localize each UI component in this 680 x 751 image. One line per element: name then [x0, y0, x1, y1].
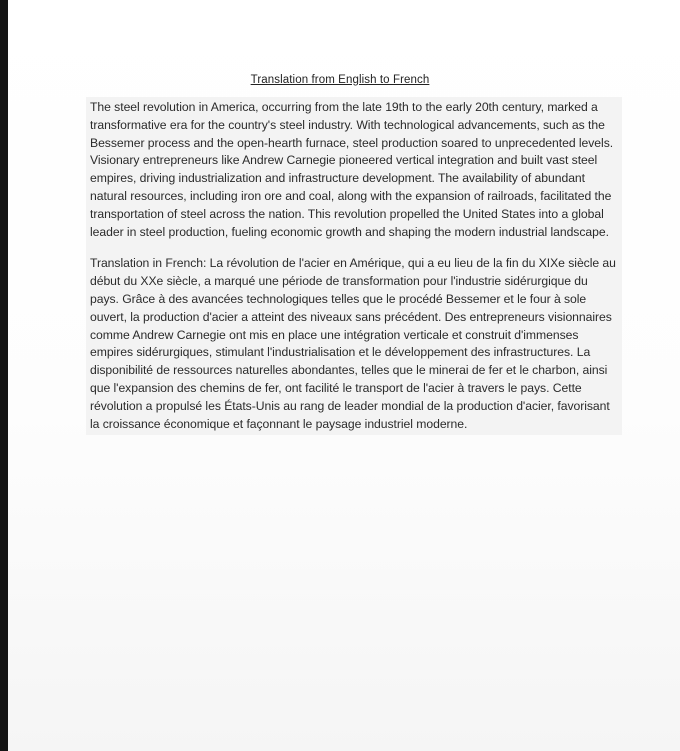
left-edge-border	[0, 0, 8, 751]
document-body	[86, 97, 622, 435]
document-title: Translation from English to French	[250, 74, 430, 86]
french-paragraph: Translation in French: La révolution de l'acier en Amérique, qui a eu lieu de la fin du XIXe siècle au début du XXe siècle, a marqué une période de transformation pour l'industrie sidérurgique du pays. Grâce à des avancées technologiques telles que le procédé Bessemer et le four à sole ouvert, la production d'acier a atteint des niveaux sans précédent. Des entrepreneurs visionnaires comme Andrew Carnegie ont mis en place une intégration verticale et construit d'immenses empires sidérurgiques, stimulant l'industrialisation et le développement des infrastructures. La disponibilité de ressources naturelles abondantes, telles que le minerai de fer et le charbon, ainsi que l'expansion des chemins de fer, ont facilité le transport de l'acier à travers le pays. Cette révolution a propulsé les États-Unis au rang de leader mondial de la production d'acier, favorisant la croissance économique et façonnant le paysage industriel moderne.	[90, 256, 616, 431]
english-paragraph: The steel revolution in America, occurring from the late 19th to the early 20th century, marked a transformative era for the country's steel industry. With technological advancements, such as the Bessemer process and the open-hearth furnace, steel production soared to unprecedented levels. Visionary entrepreneurs like Andrew Carnegie pioneered vertical integration and built vast steel empires, driving industrialization and infrastructure development. The availability of abundant natural resources, including iron ore and coal, along with the expansion of railroads, facilitated the transportation of steel across the nation. This revolution propelled the United States into a global leader in steel production, fueling economic growth and shaping the modern industrial landscape.	[90, 100, 614, 239]
